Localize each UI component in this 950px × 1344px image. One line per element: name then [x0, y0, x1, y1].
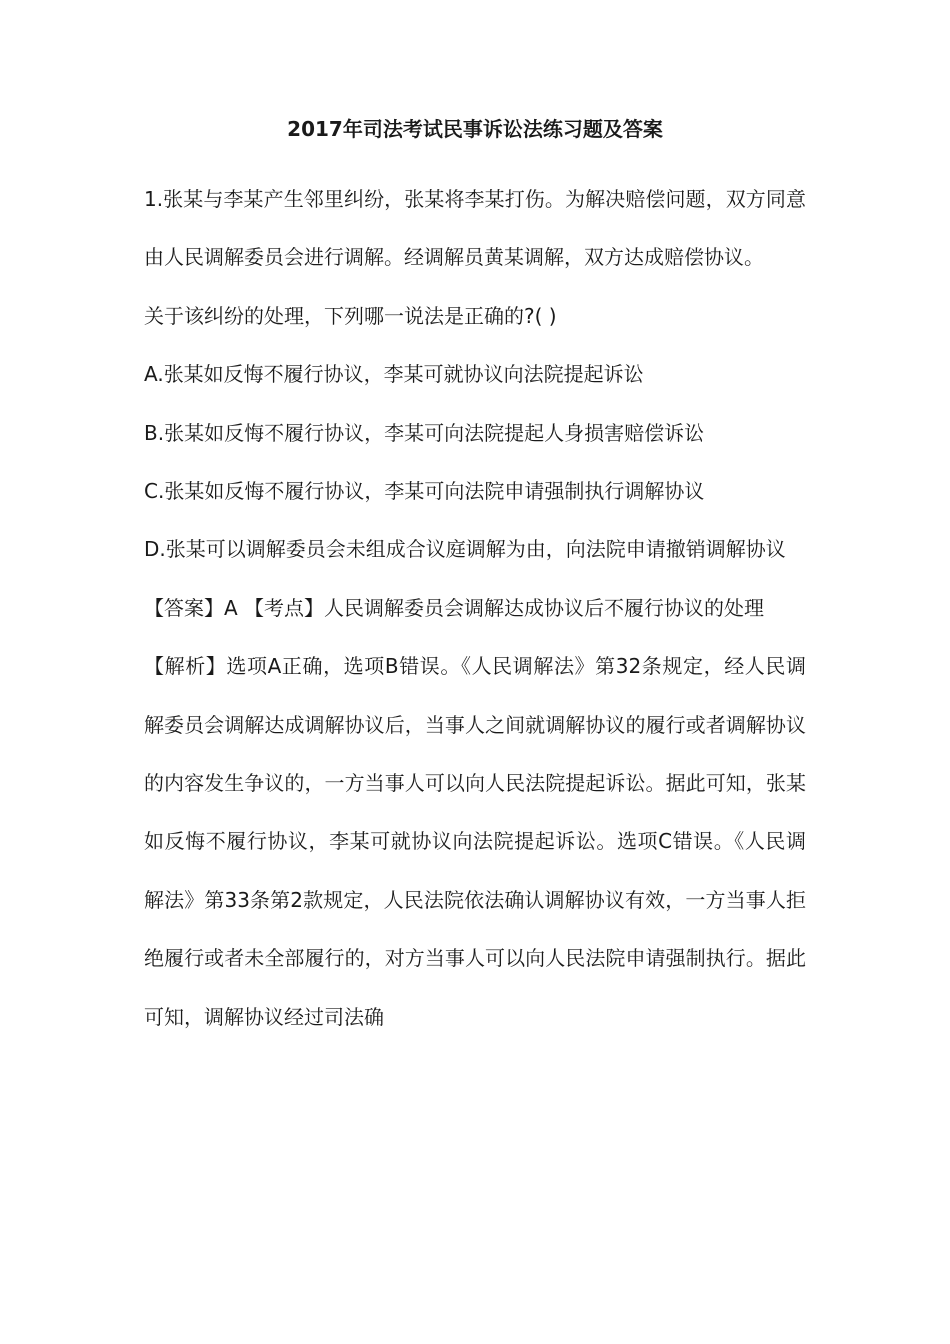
question-stem: 1.张某与李某产生邻里纠纷，张某将李某打伤。为解决赔偿问题，双方同意由人民调解委员会进行调解。经调解员黄某调解，双方达成赔偿协议。 [144, 187, 806, 270]
option-b: B.张某如反悔不履行协议，李某可向法院提起人身损害赔偿诉讼 [144, 420, 705, 445]
option-a: A.张某如反悔不履行协议，李某可就协议向法院提起诉讼 [144, 362, 644, 387]
document-title: 2017年司法考试民事诉讼法练习题及答案 [287, 117, 663, 141]
option-c: C.张某如反悔不履行协议，李某可向法院申请强制执行调解协议 [144, 479, 705, 504]
document-body [144, 170, 806, 1046]
analysis-paragraph: 【解析】选项A正确，选项B错误。《人民调解法》第32条规定，经人民调解委员会调解达成调解协议后，当事人之间就调解协议的履行或者调解协议的内容发生争议的，一方当事人可以向人民法院提起诉讼。据此可知，张某如反悔不履行协议，李某可就协议向法院提起诉讼。选项C错误。《人民调解法》第33条第2款规定，人民法院依法确认调解协议有效，一方当事人拒绝履行或者未全部履行的，对方当事人可以向人民法院申请强制执行。据此可知，调解协议经过司法确 [144, 654, 806, 1029]
option-d: D.张某可以调解委员会未组成合议庭调解为由，向法院申请撤销调解协议 [144, 537, 786, 562]
question-prompt: 关于该纠纷的处理，下列哪一说法是正确的?( ) [144, 303, 557, 328]
answer-paragraph: 【答案】A 【考点】人民调解委员会调解达成协议后不履行协议的处理 [144, 595, 765, 620]
